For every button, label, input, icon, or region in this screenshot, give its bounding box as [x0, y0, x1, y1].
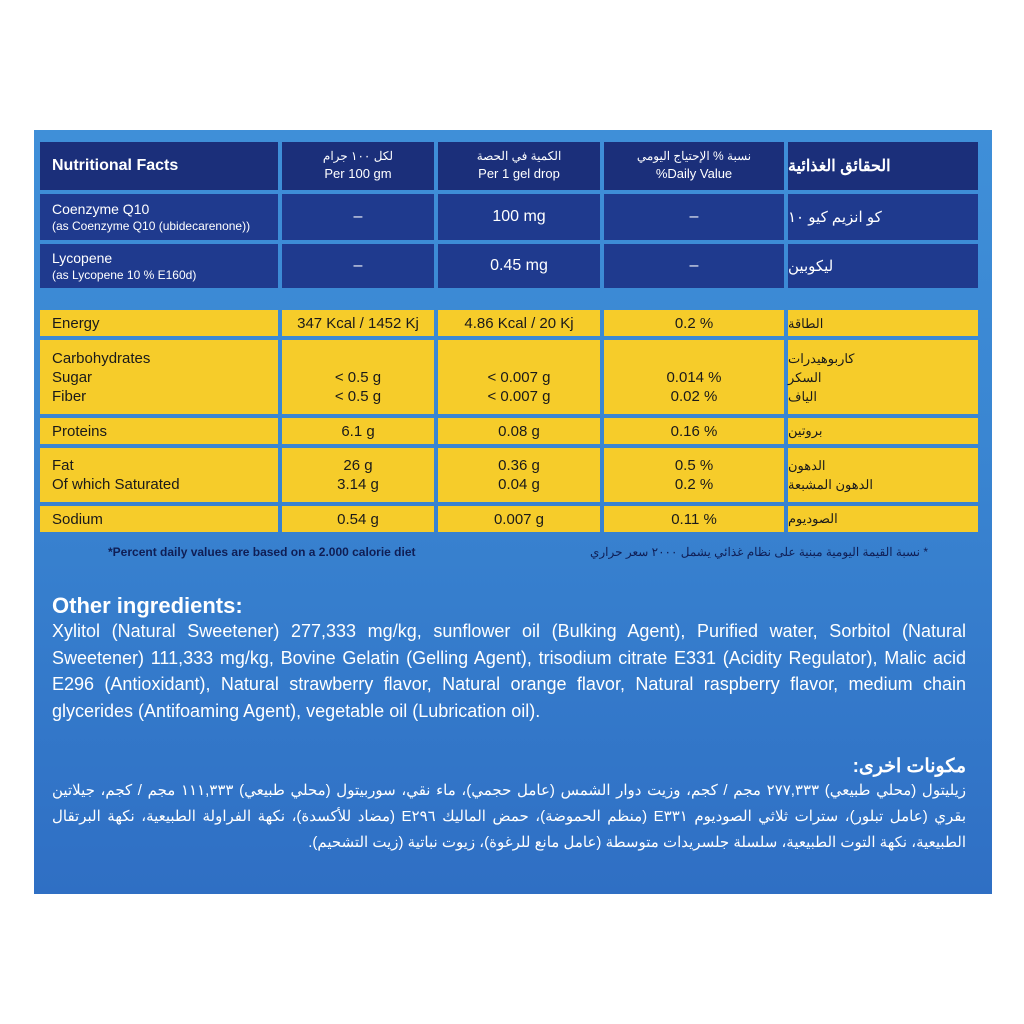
carbs-per100 [282, 340, 434, 414]
lycopene-ar [788, 244, 978, 288]
header-per-drop [438, 142, 600, 190]
carbs-name: Carbohydrates [52, 349, 151, 367]
sugar-perdrop: < 0.007 g [487, 368, 551, 386]
lycopene-dv-value: – [689, 257, 699, 274]
fat-dv-value: 0.5 % [674, 457, 714, 474]
fiber-perdrop: < 0.007 g [487, 387, 551, 405]
energy-ar-value: الطاقة [788, 315, 824, 331]
header-col3-en: Per 1 gel drop [478, 166, 560, 181]
sodium-perdrop-value: 0.007 g [493, 510, 545, 528]
coenzyme-per100-value: – [353, 208, 363, 225]
saturated-ar-name: الدهون المشبعة [788, 477, 873, 492]
fiber-dv: 0.02 % [670, 387, 718, 405]
energy-perdrop [438, 310, 600, 336]
sodium-perdrop [438, 506, 600, 532]
proteins-dv [604, 418, 784, 444]
lycopene-perdrop-value: 0.45 mg [490, 257, 548, 274]
energy-dv-value: 0.2 % [674, 314, 714, 332]
header-col4-ar: نسبة % الإحتياج اليومي [636, 149, 752, 163]
energy-per100-value: 347 Kcal / 1452 Kj [297, 314, 419, 332]
carbs-dv [604, 340, 784, 414]
fat-ar [788, 448, 978, 502]
energy-per100 [282, 310, 434, 336]
header-col2-en: Per 100 gm [324, 166, 392, 181]
fat-perdrop-value: 0.36 g [498, 457, 540, 474]
sodium-ar [788, 506, 978, 532]
coenzyme-dv [604, 194, 784, 240]
header-col3-ar: الكمية في الحصة [476, 149, 562, 163]
sodium-dv [604, 506, 784, 532]
proteins-perdrop-value: 0.08 g [498, 422, 540, 440]
sugar-per100: < 0.5 g [334, 368, 382, 386]
lycopene-sub: (as Lycopene 10 % E160d) [52, 268, 197, 282]
coenzyme-sub: (as Coenzyme Q10 (ubidecarenone)) [52, 219, 251, 233]
fat-ar-name: الدهون [788, 458, 826, 473]
saturated-name: Of which Saturated [52, 476, 180, 493]
header-nutritional-facts [40, 142, 278, 190]
saturated-perdrop-value: 0.04 g [498, 476, 540, 493]
fiber-per100: < 0.5 g [334, 387, 382, 405]
sodium-per100 [282, 506, 434, 532]
header-col1: Nutritional Facts [52, 157, 179, 174]
carbs-ar [788, 340, 978, 414]
sugar-ar-name: السكر [788, 369, 822, 385]
proteins-name-text: Proteins [52, 422, 108, 440]
fat-per100 [282, 448, 434, 502]
header-arabic-title [788, 142, 978, 190]
fat-perdrop [438, 448, 600, 502]
footnote-en: *Percent daily values are based on a 2.000 calorie diet [108, 545, 416, 559]
coenzyme-name: Coenzyme Q10 [52, 201, 150, 217]
coenzyme-ar-value: كو انزيم كيو ١٠ [788, 208, 882, 226]
energy-name [40, 310, 278, 336]
proteins-dv-value: 0.16 % [670, 422, 718, 440]
saturated-dv-value: 0.2 % [674, 476, 714, 493]
fiber-name: Fiber [52, 387, 87, 405]
energy-name-text: Energy [52, 314, 100, 332]
lycopene-per100-value: – [353, 257, 363, 274]
other-ingredients-title-ar: مكونات اخرى: [852, 756, 966, 777]
coenzyme-perdrop-value: 100 mg [492, 208, 546, 225]
footnote-ar: * نسبة القيمة اليومية مبنية على نظام غذائي يشمل ٢٠٠٠ سعر حراري [589, 545, 928, 559]
fat-names [40, 448, 278, 502]
proteins-perdrop [438, 418, 600, 444]
header-per-100 [282, 142, 434, 190]
energy-dv [604, 310, 784, 336]
other-ingredients-text: Xylitol (Natural Sweetener) 277,333 mg/kg, sunflower oil (Bulking Agent), Purified water, Sorbitol (Natural Sweetener) 111,333 mg/kg, Bovine Gelatin (Gelling Agent), trisodium citrate E331 (Acidity Regulator), Malic acid E296 (Antioxidant), Natural strawberry flavor, Natural orange flavor, Natural raspberry flavor, medium chain glycerides (Antifoaming Agent), vegetable oil (Lubrication oil). [52, 621, 966, 721]
lycopene-name: Lycopene [52, 250, 113, 266]
proteins-ar [788, 418, 978, 444]
sodium-name-text: Sodium [52, 510, 103, 528]
coenzyme-perdrop [438, 194, 600, 240]
carbs-perdrop [438, 340, 600, 414]
header-daily-value [604, 142, 784, 190]
proteins-per100 [282, 418, 434, 444]
fat-name: Fat [52, 457, 74, 474]
header-col5: الحقائق الغذائية [788, 158, 891, 175]
saturated-per100-value: 3.14 g [337, 476, 379, 493]
sugar-dv: 0.014 % [666, 368, 722, 386]
header-col2-ar: لكل ١٠٠ جرام [322, 149, 394, 163]
coenzyme-ar [788, 194, 978, 240]
energy-perdrop-value: 4.86 Kcal / 20 Kj [464, 314, 574, 332]
carbs-ar-name: كاربوهيدرات [788, 350, 855, 366]
carbs-names [40, 340, 278, 414]
sodium-ar-value: الصوديوم [788, 511, 838, 526]
other-ingredients-text-ar: زيليتول (محلي طبيعي) ٢٧٧,٣٣٣ مجم / كجم، وزيت دوار الشمس (عامل حجمي)، ماء نقي، سوربيتول (محلي طبيعي) ١١١,٣٣٣ مجم / كجم، جيلاتين بقري (عامل تبلور)، سترات ثلاثي الصوديوم E٣٣١ (منظم الحموضة)، حمض الماليك E٢٩٦ (مضاد للأكسدة)، نكهة الفراولة الطبيعية، نكهة البرتقال الطبيعية، نكهة التوت الطبيعية، سلسلة جلسريدات متوسطة (عامل مانع للرغوة)، زيوت نباتية (زيت التشحيم). [52, 782, 967, 851]
other-ingredients-title: Other ingredients: [52, 593, 243, 618]
lycopene-perdrop [438, 244, 600, 288]
coenzyme-dv-value: – [689, 208, 699, 225]
sodium-per100-value: 0.54 g [337, 510, 379, 528]
coenzyme-per100 [282, 194, 434, 240]
row-lycopene-name [40, 244, 278, 288]
fat-dv [604, 448, 784, 502]
lycopene-ar-value: ليكوبين [788, 257, 834, 275]
fat-per100-value: 26 g [343, 457, 373, 474]
proteins-per100-value: 6.1 g [341, 422, 375, 440]
energy-ar [788, 310, 978, 336]
lycopene-dv [604, 244, 784, 288]
lycopene-per100 [282, 244, 434, 288]
header-col4-en: %Daily Value [655, 166, 733, 181]
row-coenzyme-name [40, 194, 278, 240]
fiber-ar-name: الياف [788, 388, 817, 404]
sugar-name: Sugar [52, 368, 93, 386]
proteins-name [40, 418, 278, 444]
sodium-name [40, 506, 278, 532]
proteins-ar-value: بروتين [788, 423, 823, 438]
sodium-dv-value: 0.11 % [671, 510, 717, 528]
